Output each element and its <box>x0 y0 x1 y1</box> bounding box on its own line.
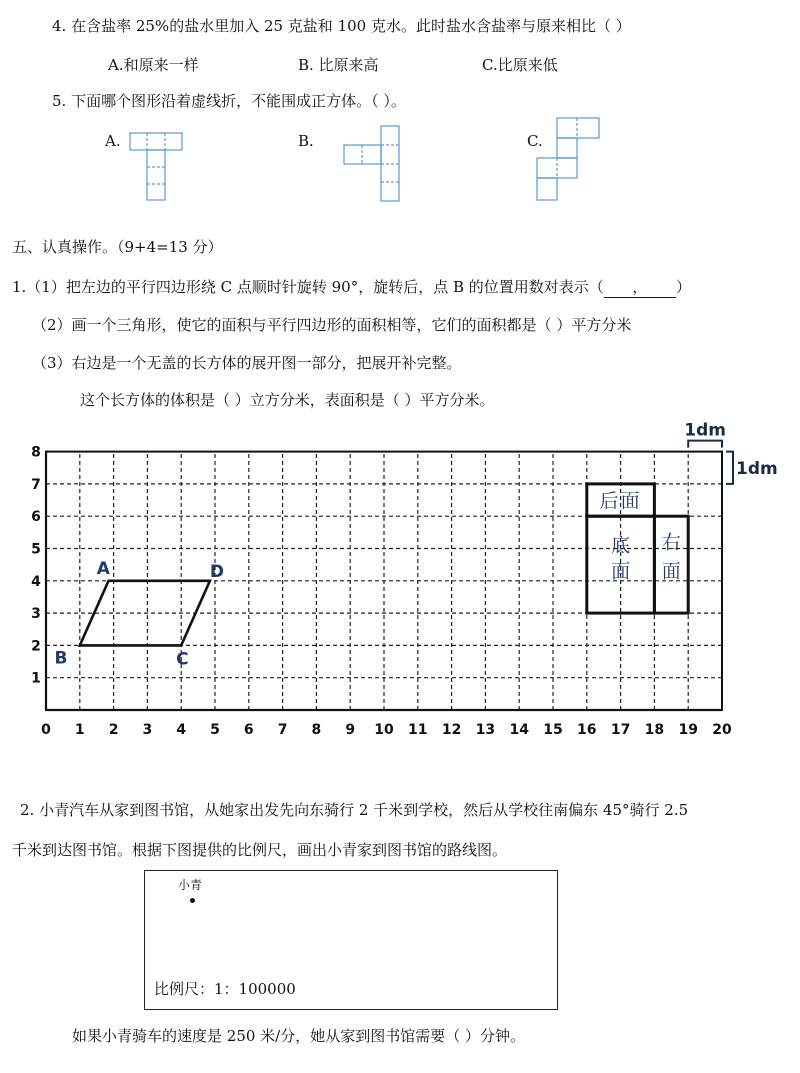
section5-title: 五、认真操作。（9+4=13 分） <box>12 238 223 256</box>
unit-label-right: 1dm <box>736 458 778 479</box>
y-tick-label: 4 <box>31 573 41 590</box>
point-label-d: D <box>209 561 225 582</box>
unit-bracket-right <box>726 452 733 484</box>
x-tick-label: 12 <box>441 722 462 738</box>
face-bottom-label-1: 底 <box>611 534 631 557</box>
q1-part2: （2）画一个三角形，使它的面积与平行四边形的面积相等，它们的面积都是（ ）平方分米 <box>32 316 632 334</box>
x-tick-label: 14 <box>509 722 529 738</box>
x-tick-label: 4 <box>176 722 187 738</box>
x-tick-label: 6 <box>243 722 254 738</box>
x-tick-label: 15 <box>543 722 563 738</box>
q4-option-a[interactable]: A.和原来一样 <box>108 56 199 74</box>
y-tick-label: 6 <box>31 509 41 526</box>
home-label: 小青 <box>178 878 203 892</box>
q5-text: 5. 下面哪个图形沿着虚线折，不能围成正方体。（ ）。 <box>52 92 406 110</box>
scale-label: 比例尺：1：100000 <box>154 980 296 998</box>
face-back-label: 后面 <box>599 490 642 513</box>
q2-last-line: 如果小青骑车的速度是 250 米/分，她从家到图书馆需要（ ）分钟。 <box>72 1027 525 1045</box>
y-tick-label: 7 <box>31 476 41 493</box>
q5-label-c[interactable]: C. <box>527 132 543 150</box>
x-tick-label: 3 <box>142 722 153 738</box>
q5-label-a[interactable]: A. <box>105 132 121 150</box>
unit-bracket-top <box>688 441 722 448</box>
q4-option-c[interactable]: C.比原来低 <box>482 56 558 74</box>
q2-line2: 千米到达图书馆。根据下图提供的比例尺，画出小青家到图书馆的路线图。 <box>12 841 508 859</box>
q5-label-b[interactable]: B. <box>298 132 314 150</box>
point-label-b: B <box>54 648 68 669</box>
x-tick-label: 0 <box>41 722 51 738</box>
x-tick-label: 16 <box>577 722 597 738</box>
x-tick-label: 13 <box>475 722 496 738</box>
route-drawing-box[interactable] <box>144 870 558 1010</box>
x-tick-label: 9 <box>345 722 356 738</box>
q4-option-b[interactable]: B. 比原来高 <box>298 56 379 74</box>
y-tick-label: 3 <box>31 606 41 623</box>
y-tick-label: 8 <box>31 444 41 461</box>
face-right-label-1: 右 <box>661 531 681 554</box>
x-tick-label: 19 <box>678 722 698 738</box>
x-tick-label: 10 <box>374 722 394 738</box>
x-tick-label: 7 <box>277 722 288 738</box>
y-tick-label: 2 <box>31 638 41 655</box>
x-tick-label: 11 <box>408 722 428 738</box>
x-tick-label: 18 <box>644 722 665 738</box>
y-tick-label: 5 <box>31 541 41 558</box>
x-tick-label: 20 <box>712 722 732 738</box>
x-tick-label: 8 <box>311 722 322 738</box>
x-tick-label: 1 <box>74 722 85 738</box>
q4-text: 4. 在含盐率 25%的盐水里加入 25 克盐和 100 克水。此时盐水含盐率与原来相比（ ） <box>52 17 631 35</box>
q1-part3b: 这个长方体的体积是（ ）立方分米，表面积是（ ）平方分米。 <box>80 391 495 409</box>
q1-part3: （3）右边是一个无盖的长方体的展开图一部分，把展开补完整。 <box>32 354 462 372</box>
q1-part1-suffix: ） <box>676 278 692 296</box>
x-tick-label: 17 <box>610 722 631 738</box>
unit-label-top: 1dm <box>684 420 726 441</box>
point-label-a: A <box>96 558 110 579</box>
point-label-c: C <box>176 649 189 670</box>
x-tick-label: 2 <box>108 722 119 738</box>
home-dot <box>190 898 195 903</box>
q1-part1-blank[interactable]: ， <box>603 278 677 296</box>
face-right-label-2: 面 <box>661 560 681 583</box>
q1-part1-prefix: 1.（1）把左边的平行四边形绕 C 点顺时针旋转 90°，旋转后，点 B 的位置用数对表示（ <box>12 278 604 296</box>
y-tick-label: 1 <box>31 670 41 687</box>
x-tick-label: 5 <box>210 722 220 738</box>
q2-line1: 2. 小青汽车从家到图书馆，从她家出发先向东骑行 2 千米到学校，然后从学校往南偏东 45°骑行 2.5 <box>20 801 689 819</box>
face-bottom-label-2: 面 <box>611 560 631 583</box>
